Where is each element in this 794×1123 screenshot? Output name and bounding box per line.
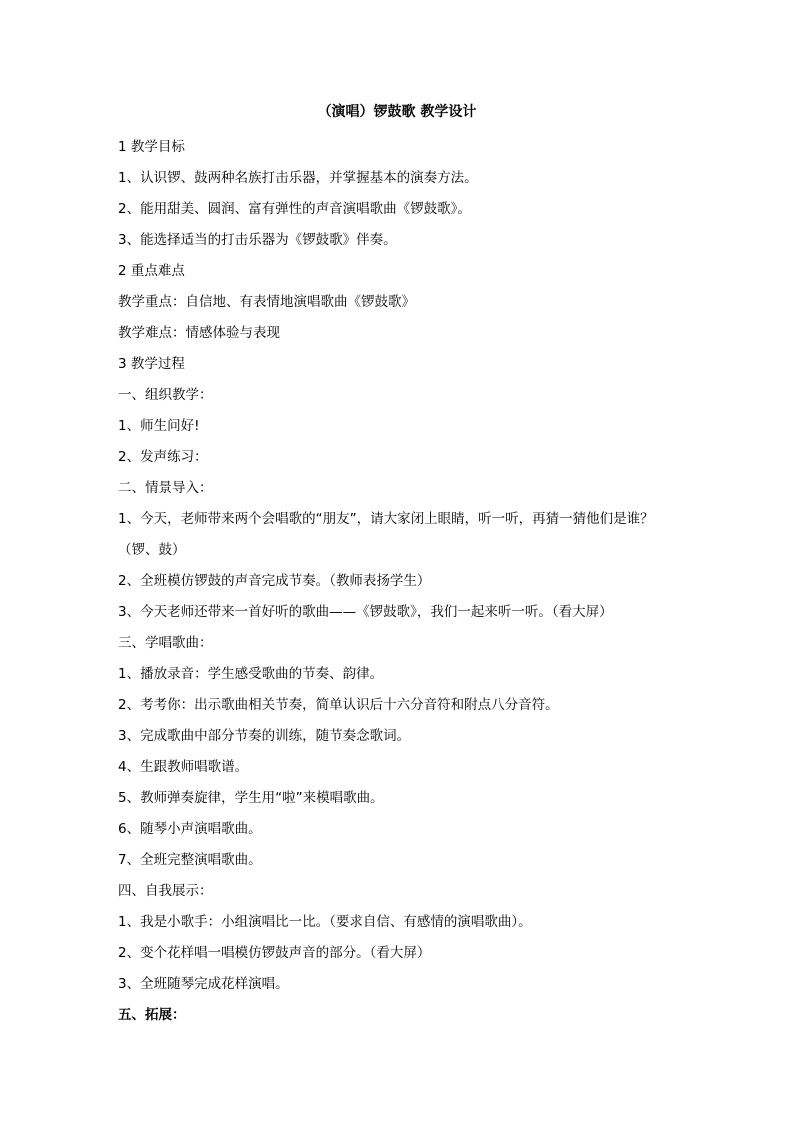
paragraph-line: 1、今天，老师带来两个会唱歌的“朋友”，请大家闭上眼睛，听一听，再猜一猜他们是谁？ [118, 511, 654, 527]
paragraph-line: 3、全班随琴完成花样演唱。 [118, 976, 289, 992]
paragraph-line: 2、考考你：出示歌曲相关节奏，简单认识后十六分音符和附点八分音符。 [118, 697, 559, 713]
paragraph-line: 2 重点难点 [118, 263, 185, 279]
paragraph-line: 5、教师弹奏旋律，学生用“啦”来模唱歌曲。 [118, 790, 384, 806]
paragraph-line: 2、全班模仿锣鼓的声音完成节奏。（教师表扬学生） [118, 573, 431, 589]
paragraph-line: 7、全班完整演唱歌曲。 [118, 852, 262, 868]
paragraph-line: 1、师生问好! [118, 418, 200, 434]
paragraph-line: 2、发声练习： [118, 449, 208, 465]
paragraph-line: （锣、鼓） [118, 542, 186, 558]
paragraph-line: 2、变个花样唱一唱模仿锣鼓声音的部分。（看大屏） [118, 945, 431, 961]
paragraph-line: 3 教学过程 [118, 356, 185, 372]
document-title: （演唱）锣鼓歌 教学设计 [317, 104, 477, 120]
paragraph-line: 6、随琴小声演唱歌曲。 [118, 821, 262, 837]
paragraph-line: 1、我是小歌手：小组演唱比一比。（要求自信、有感情的演唱歌曲）。 [118, 914, 532, 930]
paragraph-line: 五、拓展： [118, 1007, 186, 1023]
paragraph-line: 3、能选择适当的打击乐器为《锣鼓歌》伴奏。 [118, 232, 397, 248]
paragraph-line: 1、播放录音：学生感受歌曲的节奏、韵律。 [118, 666, 384, 682]
paragraph-line: 3、今天老师还带来一首好听的歌曲——《锣鼓歌》，我们一起来听一听。（看大屏） [118, 604, 613, 620]
paragraph-line: 3、完成歌曲中部分节奏的训练，随节奏念歌词。 [118, 728, 411, 744]
paragraph-line: 教学难点：情感体验与表现 [118, 325, 280, 341]
paragraph-line: 1 教学目标 [118, 139, 185, 155]
paragraph-line: 三、学唱歌曲： [118, 635, 213, 651]
document-body [118, 132, 718, 1031]
paragraph-line: 四、自我展示： [118, 883, 213, 899]
paragraph-line: 2、能用甜美、圆润、富有弹性的声音演唱歌曲《锣鼓歌》。 [118, 201, 471, 217]
paragraph-line: 二、情景导入： [118, 480, 213, 496]
paragraph-line: 教学重点：自信地、有表情地演唱歌曲《锣鼓歌》 [118, 294, 415, 310]
paragraph-line: 一、组织教学： [118, 387, 213, 403]
paragraph-line: 1、认识锣、鼓两种名族打击乐器，并掌握基本的演奏方法。 [118, 170, 478, 186]
paragraph-line: 4、生跟教师唱歌谱。 [118, 759, 249, 775]
